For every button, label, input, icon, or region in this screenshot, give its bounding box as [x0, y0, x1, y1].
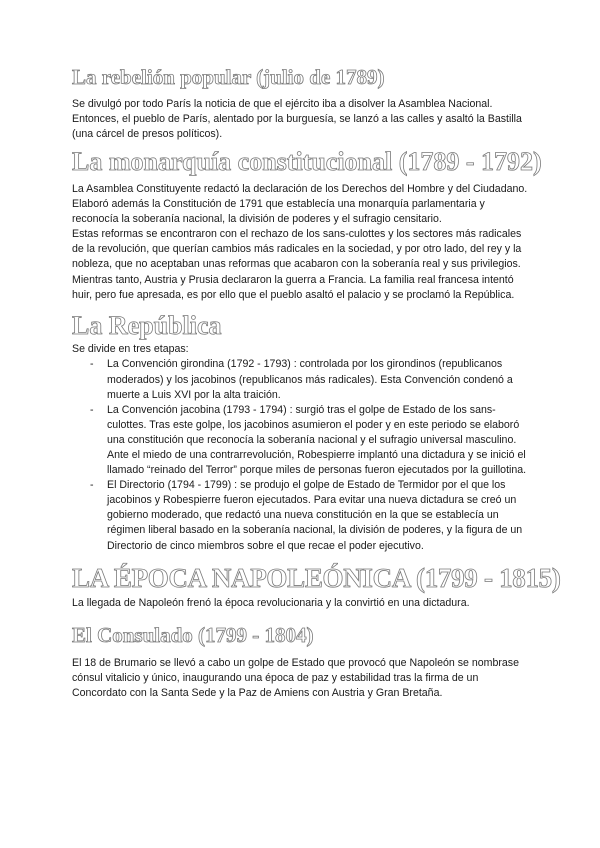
heading-consulate: El Consulado (1799 - 1804)	[72, 623, 314, 648]
paragraph-republic-intro: Se divide en tres etapas:	[72, 343, 189, 356]
heading-napoleonic-era: LA ÉPOCA NAPOLEÓNICA (1799 - 1815)	[72, 562, 561, 593]
heading-constitutional-monarchy: La monarquía constitucional (1789 - 1792)	[72, 147, 542, 177]
paragraph-war-and-republic: Mientras tanto, Austria y Prusia declararon la guerra a Francia. La familia real francesa intentó huir, pero fue apresada, es por ello que el pueblo asaltó el palacio y se proclamó la República.	[72, 273, 515, 301]
heading-popular-rebellion: La rebelión popular (julio de 1789)	[72, 65, 385, 89]
heading-republic: La República	[72, 310, 222, 340]
stage-girondin-convention: - La Convención girondina (1792 - 1793) : controlada por los girondinos (republicanos moderados) y los jacobinos (republicanos más radicales). Esta Convención condenó a muerte a Luis XVI por la alta traición.	[107, 357, 528, 402]
republic-stages-list	[72, 357, 528, 553]
paragraph-bastille: Se divulgó por todo París la noticia de que el ejército iba a disolver la Asamblea Nacional. Entonces, el pueblo de París, alentado por la burguesía, se lanzó a las calles y asaltó la Bastilla (una cárcel de presos políticos).	[72, 98, 522, 141]
paragraph-brumaire: El 18 de Brumario se llevó a cabo un golpe de Estado que provocó que Napoleón se nombrase cónsul vitalicio y único, inaugurando una época de paz y estabilidad tras la firma de un Concordato con la Santa Sede y la Paz de Amiens con Austria y Gran Bretaña.	[72, 656, 519, 699]
paragraph-napoleon-arrival: La llegada de Napoleón frenó la época revolucionaria y la convirtió en una dictadura.	[72, 597, 470, 610]
stage-jacobin-convention: - La Convención jacobina (1793 - 1794) : surgió tras el golpe de Estado de los sans-culottes. Tras este golpe, los jacobinos asumieron el poder y en este periodo se elaboró una constitución que reconocía la soberanía nacional y el sufragio universal masculino. Ante el miedo de una contrarrevolución, Robespierre implantó una dictadura y se inició el llamado “reinado del Terror” porque miles de personas fueron ejecutados por la guillotina.	[107, 403, 528, 478]
paragraph-constituent-assembly: La Asamblea Constituyente redactó la declaración de los Derechos del Hombre y del Ciudadano. Elaboró además la Constitución de 1791 que establecía una monarquía parlamentaria y reconocía la soberanía nacional, la división de poderes y el sufragio censitario.	[72, 182, 528, 226]
stage-directory: - El Directorio (1794 - 1799) : se produjo el golpe de Estado de Termidor por el que los jacobinos y Robespierre fueron ejecutados. Para evitar una nueva dictadura se creó un gobierno moderado, que redactó una nueva constitución en la que se establecía un régimen liberal basado en la soberanía nacional, la división de poderes, y la figura de un Directorio de cinco miembros sobre el que recae el poder ejecutivo.	[107, 478, 528, 553]
document-page	[72, 65, 561, 701]
paragraph-reforms-rejection: Estas reformas se encontraron con el rechazo de los sans-culottes y los sectores más radicales de la revolución, que querían cambios más radicales en la sociedad, y por otro lado, del rey y la nobleza, que no aceptaban unas reformas que acabaron con la soberanía real y sus privilegios.	[72, 228, 522, 271]
